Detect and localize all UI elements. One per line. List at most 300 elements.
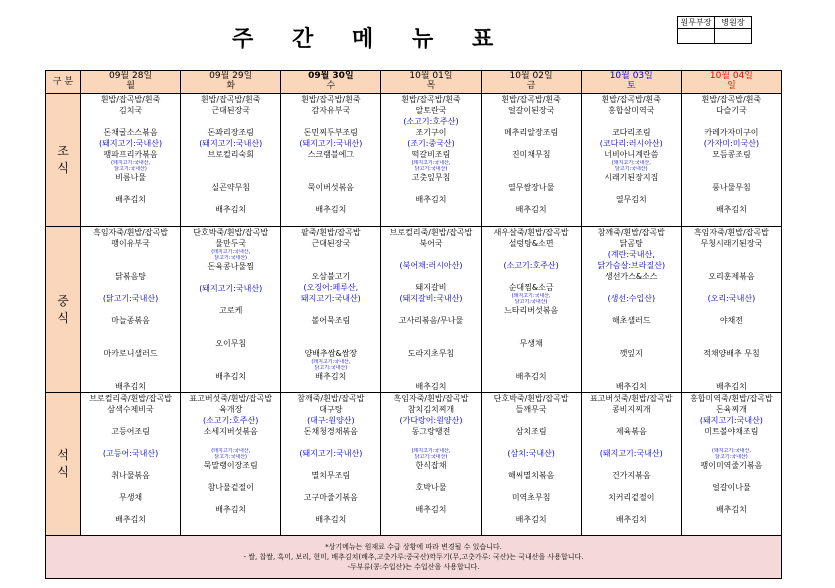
menu-cell	[581, 227, 681, 393]
menu-item: 배추김치	[115, 382, 147, 391]
menu-item: 배추김치	[215, 205, 247, 214]
menu-item: 진미채무침	[511, 150, 551, 159]
menu-item: 돼지갈비	[415, 283, 447, 292]
origin-note: (대구:원양산)	[307, 416, 355, 425]
menu-item	[381, 493, 480, 504]
menu-item	[582, 183, 681, 194]
title-char: 표	[472, 27, 494, 52]
meal-label-char: 식	[57, 161, 69, 175]
menu-item	[281, 437, 380, 448]
menu-item: 조기구이	[415, 128, 447, 137]
menu-cell	[81, 94, 181, 227]
menu-item	[181, 327, 280, 338]
menu-item: 배추김치	[715, 505, 747, 514]
day-date: 09월 28일	[108, 71, 153, 81]
menu-item	[81, 459, 180, 470]
menu-item	[181, 437, 280, 448]
origin-note: (돼지고기:국내산)	[199, 139, 263, 148]
menu-item: 배추김치	[615, 382, 647, 391]
menu-item	[682, 326, 781, 337]
menu-cell	[81, 393, 181, 536]
menu-item: 돈채굴소스볶음	[103, 128, 158, 137]
menu-item: 배추김치	[215, 372, 247, 381]
menu-item: 근대된장국	[211, 106, 251, 115]
approval-box	[677, 16, 752, 44]
menu-item	[81, 326, 180, 337]
menu-item	[582, 370, 681, 381]
menu-item	[482, 316, 581, 327]
menu-item	[181, 471, 280, 482]
menu-item	[582, 359, 681, 370]
menu-item: 감자유부국	[311, 106, 351, 115]
weekly-menu-table	[45, 70, 782, 579]
menu-cell	[681, 227, 781, 393]
day-date: 09월 30일	[308, 71, 354, 81]
menu-item: 고로케	[219, 306, 243, 315]
menu-item: 설렁탕&소면	[508, 239, 554, 248]
day-weekday: 월	[126, 81, 135, 91]
notes-row	[46, 536, 782, 579]
menu-item: 취나물볶음	[111, 471, 150, 480]
menu-item	[281, 459, 380, 470]
menu-item: 고사리볶음/무나물	[398, 316, 464, 325]
menu-cell	[281, 393, 381, 536]
menu-item: 모듬콩조림	[712, 150, 751, 159]
menu-item: 근대된장국	[311, 239, 351, 248]
menu-item: 배추김치	[515, 205, 547, 214]
menu-item: 흑임자죽/흰밥/잡곡밥	[393, 394, 469, 403]
menu-item: 오이무침	[215, 339, 247, 348]
menu-item: 닭곰탕	[619, 239, 643, 248]
menu-item: 해씨멸치볶음	[507, 471, 555, 480]
origin-note: (가다랑어:원양산)	[399, 416, 463, 425]
menu-item: 흰밥/잡곡밥/흰죽	[701, 95, 762, 104]
menu-item: 돈민찌두부조림	[303, 128, 358, 137]
meal-label-char: 조	[57, 144, 69, 158]
origin-note: 닭고기:국내산)	[314, 365, 348, 371]
menu-item	[81, 183, 180, 194]
menu-item: 묵말랭이장조림	[203, 461, 258, 470]
menu-item: 다슬기국	[715, 106, 747, 115]
menu-item: 흰밥/잡곡밥/흰죽	[100, 95, 161, 104]
menu-cell	[381, 94, 481, 227]
origin-note: (생선:수입산)	[607, 294, 656, 303]
origin-note: 돼지고기:국내산)	[300, 294, 361, 303]
menu-item	[381, 370, 480, 381]
menu-item: 코다리조림	[611, 128, 651, 137]
menu-item	[381, 304, 480, 315]
origin-note: (돼지고기:국내산)	[699, 416, 763, 425]
meal-label-char: 식	[57, 310, 69, 325]
menu-item: 배추김치	[415, 195, 447, 204]
origin-note: 닭고기:국내산)	[414, 166, 448, 172]
menu-item: 얼갈이나물	[712, 483, 751, 492]
menu-item: 생선가스&소스	[604, 272, 658, 281]
origin-note: (오리:국내산)	[707, 294, 756, 303]
menu-item: 배추김치	[415, 382, 447, 391]
meal-row	[46, 393, 782, 536]
menu-item: 배추김치	[315, 372, 347, 381]
note-line: -두부류(콩:수입산)는 수입산을 사용합니다.	[347, 563, 480, 571]
origin-note: (돼지고기:국내산)	[299, 449, 363, 458]
menu-item	[181, 193, 280, 204]
origin-note: (계란:국내산,	[607, 250, 655, 259]
menu-item	[682, 282, 781, 293]
menu-item	[682, 493, 781, 504]
menu-item: 배추김치	[615, 515, 647, 524]
menu-item	[81, 415, 180, 426]
menu-item	[381, 337, 480, 348]
origin-note: 닭고기:국내산)	[214, 255, 248, 261]
menu-item	[81, 359, 180, 370]
origin-note: (돼지고기:국내산,	[311, 359, 351, 365]
day-weekday: 수	[326, 81, 336, 91]
menu-item: 홍합미역죽/흰밥/잡곡밥	[690, 394, 773, 403]
menu-item: 깻잎지	[619, 349, 643, 358]
menu-item: 배추김치	[115, 195, 147, 204]
menu-item: 팽이유부국	[111, 239, 150, 248]
menu-item: 삼색수제비국	[107, 405, 154, 414]
title-char: 메	[352, 27, 374, 52]
day-weekday: 목	[426, 81, 436, 91]
origin-note: (돼지고기:국내산)	[299, 139, 363, 148]
menu-item	[281, 193, 380, 204]
menu-item: 들깨무국	[515, 405, 547, 414]
menu-item	[381, 471, 480, 482]
menu-item: 브로컬리숙회	[207, 150, 254, 159]
menu-item: 콩비지찌개	[611, 405, 651, 414]
origin-note: 닭가슴살:브라질산)	[597, 261, 666, 270]
day-date: 10월 04일	[709, 71, 753, 81]
origin-note: (돼지고기:국내산,	[511, 293, 551, 299]
menu-item: 배추김치	[715, 205, 747, 214]
title-char: 뉴	[412, 27, 434, 52]
menu-item	[281, 481, 380, 492]
menu-item: 호박나물	[415, 483, 447, 492]
menu-item: 오삼불고기	[311, 272, 351, 281]
origin-note: 닭고기:국내산)	[214, 454, 248, 460]
menu-item	[582, 459, 681, 470]
menu-item: 소세지버섯볶음	[203, 427, 258, 436]
menu-item: 참깨죽/흰밥/잡곡밥	[297, 394, 365, 403]
origin-note: (코다리:러시아산)	[599, 139, 663, 148]
meal-label-char: 중	[57, 293, 69, 308]
menu-item: 너비아니계란씀	[604, 150, 659, 159]
origin-note: (돼지고기:국내산,	[411, 160, 451, 166]
origin-note: 닭고기:국내산)	[715, 454, 748, 460]
meal-row	[46, 227, 782, 393]
menu-item	[482, 138, 581, 149]
menu-item	[281, 304, 380, 315]
menu-item: 열무김치	[615, 195, 647, 204]
menu-item: 팽이미역줄기볶음	[700, 461, 763, 470]
origin-note: (조기:중국산)	[407, 139, 455, 148]
menu-item: 고춧잎무침	[411, 173, 451, 182]
menu-item: 김치국	[118, 106, 143, 115]
approval-label: 병원장	[715, 17, 752, 29]
menu-item	[482, 249, 581, 260]
menu-cell	[181, 227, 281, 393]
title-char: 간	[292, 27, 314, 52]
menu-item	[682, 370, 781, 381]
menu-item	[682, 171, 781, 182]
origin-note: (소고기:호주산)	[503, 261, 559, 270]
menu-item: 돈육콩나물찜	[207, 262, 254, 271]
menu-item	[682, 359, 781, 370]
meal-label	[46, 94, 81, 227]
menu-item	[81, 503, 180, 514]
menu-item: 단호박죽/흰밥/잡곡밥	[193, 228, 269, 237]
menu-cell	[381, 227, 481, 393]
menu-item	[181, 360, 280, 371]
menu-item	[181, 116, 280, 127]
menu-item: 배추김치	[215, 505, 247, 514]
menu-item: 미트볼야채조림	[704, 427, 759, 436]
menu-item: 비름나물	[115, 173, 147, 182]
menu-item	[281, 260, 380, 271]
menu-item	[582, 481, 681, 492]
menu-item: 마카로니샐러드	[103, 349, 158, 358]
menu-cell	[81, 227, 181, 393]
menu-cell	[581, 393, 681, 536]
menu-item: 알토란국	[415, 106, 447, 115]
menu-item: 볼어묵조림	[311, 316, 351, 325]
menu-item: 제육볶음	[615, 427, 647, 436]
menu-item	[381, 359, 480, 370]
menu-item: 배추김치	[115, 515, 147, 524]
menu-item: 순대찜&소금	[508, 283, 554, 292]
meal-label-char: 식	[57, 465, 69, 479]
menu-item: 참깨죽/흰밥/잡곡밥	[597, 228, 665, 237]
menu-item: 흰밥/잡곡밥/흰죽	[200, 95, 261, 104]
menu-item	[482, 459, 581, 470]
menu-cell	[481, 227, 581, 393]
menu-cell	[181, 94, 281, 227]
menu-item	[682, 193, 781, 204]
menu-cell	[681, 94, 781, 227]
menu-item	[682, 337, 781, 348]
menu-item: 미역초무침	[511, 493, 551, 502]
menu-item: 배추김치	[715, 382, 747, 391]
menu-cell	[481, 94, 581, 227]
menu-item: 무생채	[519, 339, 543, 348]
approval-label: 원무부장	[678, 17, 715, 29]
menu-item	[482, 271, 581, 282]
menu-item: 배추김치	[515, 515, 547, 524]
origin-note: (가자미:미국산)	[703, 139, 760, 148]
origin-note: (소고기:호주산)	[403, 117, 459, 126]
day-header	[681, 71, 781, 94]
menu-item	[81, 370, 180, 381]
origin-note: 닭고기:국내산)	[514, 299, 548, 305]
menu-item: 오리훈제볶음	[708, 272, 755, 281]
menu-cell	[481, 393, 581, 536]
approval-signature-cell[interactable]	[678, 29, 715, 44]
menu-item: 홍합살미역국	[608, 106, 655, 115]
menu-item	[582, 337, 681, 348]
day-date: 09월 29일	[209, 71, 253, 81]
menu-item: 단호박죽/흰밥/잡곡밥	[493, 394, 569, 403]
meal-label	[46, 393, 81, 536]
menu-item	[81, 249, 180, 260]
menu-item	[482, 327, 581, 338]
page-title	[232, 22, 532, 53]
origin-note: 닭고기:국내산)	[414, 454, 448, 460]
menu-item: 느타리버섯볶음	[504, 306, 559, 315]
origin-note: (닭고기:국내산)	[102, 294, 159, 303]
menu-item	[582, 503, 681, 514]
menu-item: 참나물겉절이	[207, 483, 254, 492]
menu-item	[181, 160, 280, 171]
approval-signature-cell[interactable]	[715, 29, 752, 44]
menu-item: 브로컬리죽/흰밥/잡곡밥	[389, 228, 473, 237]
menu-item	[682, 116, 781, 127]
menu-item: 흑임자죽/흰밥/잡곡밥	[93, 228, 169, 237]
menu-item: 얼갈이된장국	[507, 106, 555, 115]
menu-item	[582, 326, 681, 337]
menu-item: 배추김치	[415, 505, 447, 514]
origin-note: (북어채:러시아산)	[399, 261, 463, 270]
origin-note: (돼지고기:국내산)	[599, 449, 663, 458]
menu-item	[281, 249, 380, 260]
menu-item	[682, 471, 781, 482]
origin-note: (돼지갈비:국내산)	[399, 294, 463, 303]
day-weekday: 금	[526, 81, 536, 91]
day-weekday: 일	[727, 81, 736, 91]
menu-item: 치커리겉절이	[608, 493, 655, 502]
menu-item: 브로컬리죽/흰밥/잡곡밥	[89, 394, 172, 403]
menu-item	[81, 116, 180, 127]
menu-item	[482, 349, 581, 360]
menu-cell	[281, 227, 381, 393]
menu-item	[81, 437, 180, 448]
menu-item: 떡갈비조림	[411, 150, 451, 159]
menu-item: 배추김치	[315, 515, 347, 524]
menu-item	[181, 349, 280, 360]
menu-item	[81, 481, 180, 492]
menu-item	[181, 493, 280, 504]
menu-item: 돈육찌개	[715, 405, 747, 414]
menu-item: 흰밥/잡곡밥/흰죽	[601, 95, 662, 104]
category-header-text: 구 분	[52, 77, 74, 87]
menu-item: 실곤약무침	[211, 183, 251, 192]
menu-item: 흑임자죽/흰밥/잡곡밥	[693, 228, 769, 237]
menu-item: 흰밥/잡곡밥/흰죽	[501, 95, 561, 104]
day-header	[81, 71, 181, 94]
menu-item: 시래기된장지짐	[604, 173, 659, 182]
meal-label-char: 석	[57, 448, 69, 462]
menu-item	[582, 304, 681, 315]
menu-item: 돈채청경채볶음	[303, 427, 358, 436]
menu-cell	[681, 393, 781, 536]
menu-item: 팥죽/흰밥/잡곡밥	[301, 228, 361, 237]
menu-item: 묵이버섯볶음	[307, 183, 355, 192]
menu-item	[482, 193, 581, 204]
origin-note: (돼지고기:국내산)	[99, 139, 163, 148]
menu-item	[281, 116, 380, 127]
origin-note: (돼지고기:국내산,	[611, 160, 651, 166]
menu-item: 메추리알장조림	[504, 128, 559, 137]
menu-item	[381, 326, 480, 337]
note-line: - 쌀, 찹쌀, 흑미, 보리, 현미, 배추김치(배추,고춧가루:중국산)깍두기(무,고춧가루: 국산)는 국내산을 사용합니다.	[243, 553, 584, 561]
menu-item	[81, 260, 180, 271]
day-date: 10월 02일	[509, 71, 553, 81]
menu-item	[381, 271, 480, 282]
menu-item	[181, 316, 280, 327]
menu-item	[181, 171, 280, 182]
day-header	[281, 71, 381, 94]
menu-item: 북어국	[419, 239, 443, 248]
menu-item	[682, 437, 781, 448]
menu-item: 스크램블에그	[307, 150, 355, 159]
menu-item: 물만두국	[215, 239, 247, 248]
menu-item	[582, 437, 681, 448]
day-weekday: 화	[226, 81, 236, 91]
menu-item	[682, 304, 781, 315]
menu-cell	[381, 393, 481, 536]
day-date: 10월 01일	[409, 71, 453, 81]
menu-item	[582, 415, 681, 426]
menu-item: 열무쌈장나물	[507, 183, 555, 192]
menu-item: 팽파프리카볶음	[103, 150, 158, 159]
origin-note: (돼지고기:국내산)	[199, 284, 263, 293]
meal-row	[46, 94, 782, 227]
menu-item: 도라지초무침	[407, 349, 455, 358]
menu-item	[482, 360, 581, 371]
menu-item	[482, 171, 581, 182]
menu-item: 카레가자미구이	[704, 128, 759, 137]
origin-note: (돼지고기:국내산,	[411, 448, 451, 454]
menu-item: 고구마줄기볶음	[303, 493, 358, 502]
origin-note: (오징어:페루산,	[303, 283, 359, 292]
menu-item: 건가지볶음	[611, 471, 651, 480]
menu-item: 무생채	[118, 493, 143, 502]
menu-item	[482, 116, 581, 127]
menu-cell	[281, 94, 381, 227]
menu-item	[482, 481, 581, 492]
menu-item: 표고버섯죽/흰밥/잡곡밥	[589, 394, 673, 403]
menu-item: 고등어조림	[111, 427, 150, 436]
day-header	[581, 71, 681, 94]
origin-note: 닭고기:국내산)	[114, 166, 147, 172]
origin-note: (돼지고기:국내산,	[711, 448, 751, 454]
menu-item: 흰밥/잡곡밥/흰죽	[401, 95, 461, 104]
notes-cell	[46, 536, 782, 579]
menu-item: 표고버섯죽/흰밥/잡곡밥	[189, 394, 273, 403]
menu-item	[682, 249, 781, 260]
menu-item	[482, 437, 581, 448]
day-header	[381, 71, 481, 94]
menu-item: 동그랑땡전	[411, 427, 451, 436]
origin-note: (삼치:국내산)	[507, 449, 555, 458]
menu-item	[281, 171, 380, 182]
menu-item: 적채양배추 무침	[703, 349, 760, 358]
menu-item: 돈꽈리장조림	[207, 128, 254, 137]
menu-item	[81, 282, 180, 293]
menu-item: 해초샐러드	[611, 316, 651, 325]
origin-note: (돼지고기:국내산,	[111, 160, 151, 166]
origin-note: (돼지고기:국내산,	[211, 249, 251, 255]
day-header	[481, 71, 581, 94]
note-line: *상기메뉴는 원재료 수급 상황에 따라 변경될 수 있습니다.	[325, 543, 502, 551]
menu-item	[281, 337, 380, 348]
origin-note: (돼지고기:국내산,	[211, 448, 251, 454]
menu-item	[281, 503, 380, 514]
menu-item: 흰밥/잡곡밥/흰죽	[301, 95, 361, 104]
menu-item: 육개장	[219, 405, 243, 414]
menu-item	[381, 437, 480, 448]
menu-item: 배추김치	[515, 372, 547, 381]
